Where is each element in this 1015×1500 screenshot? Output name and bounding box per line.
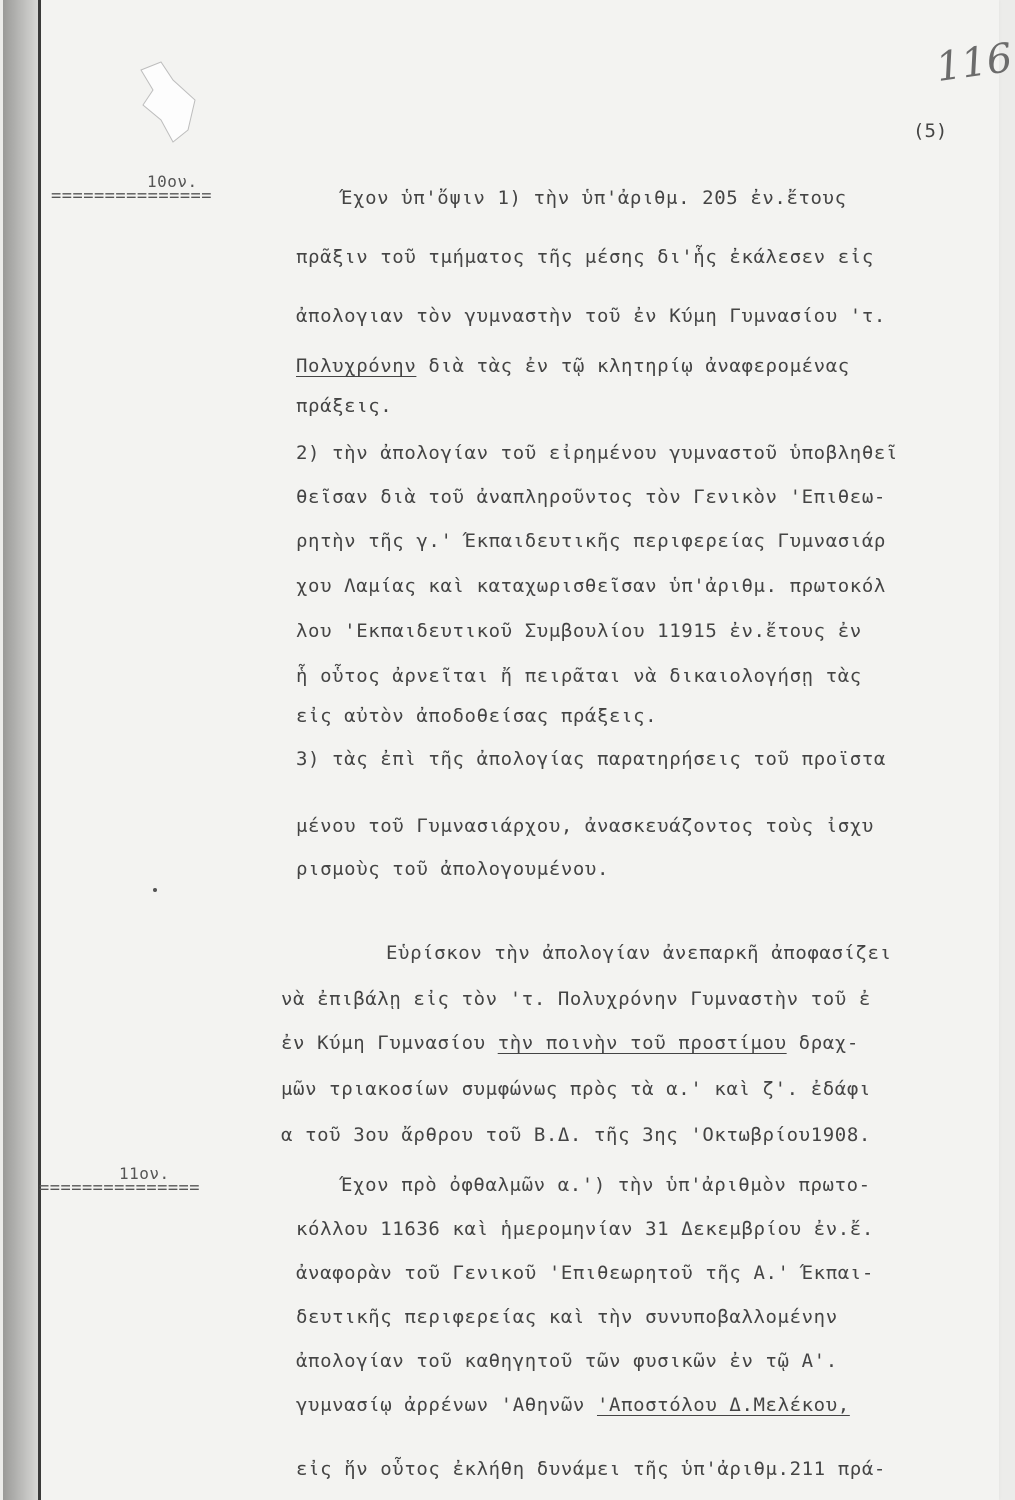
- text-line: ρισμοὺς τοῦ ἀπολογουμένου.: [296, 858, 610, 880]
- text-line: Έχον ὑπ'ὄψιν 1) τὴν ὑπ'ἀριθμ. 205 ἐν.ἔτους: [341, 187, 847, 209]
- text-line: Έχον πρὸ ὀφθαλμῶν α.') τὴν ὑπ'ἀριθμὸν πρωτο-: [341, 1174, 871, 1196]
- item-label-10: 10ον.: [147, 172, 198, 191]
- text-line: λου 'Εκπαιδευτικοῦ Συμβουλίου 11915 ἐν.ἔτους ἐν: [296, 620, 862, 642]
- text-line: ρητὴν τῆς γ.' Έκπαιδευτικῆς περιφερείας Γυμνασιάρ: [296, 530, 886, 552]
- text-line: ἀναφορὰν τοῦ Γενικοῦ 'Επιθεωρητοῦ τῆς Α.' Έκπαι-: [296, 1262, 874, 1284]
- text-line: εἰς αὐτὸν ἀποδοθείσας πράξεις.: [296, 705, 658, 727]
- underlined-name: Πολυχρόνην: [296, 355, 417, 377]
- section-number: (5): [913, 120, 948, 142]
- document-page: [38, 0, 1015, 1500]
- item-rule-10: ===============: [51, 186, 213, 206]
- stray-dot: [153, 888, 157, 892]
- item-marker-10: [51, 172, 213, 206]
- handwritten-page-number: 116: [933, 34, 1015, 92]
- text-line: πράξεις.: [296, 395, 393, 417]
- item-marker-11: [39, 1164, 201, 1198]
- text-line: ἧ οὗτος ἀρνεῖται ἤ πειρᾶται νὰ δικαιολογήσῃ τὰς: [296, 665, 862, 687]
- text-line: ἀπολογίαν τοῦ καθηγητοῦ τῶν φυσικῶν ἐν τῷ Α'.: [296, 1350, 838, 1372]
- decision-line-with-penalty: ἐν Κύμη Γυμνασίου τὴν ποινὴν τοῦ προστίμου δραχ-: [281, 1032, 859, 1054]
- text-line: μένου τοῦ Γυμνασιάρχου, ἀνασκευάζοντος τοὺς ἰσχυ: [296, 815, 874, 837]
- text-line-with-name: Πολυχρόνην διὰ τὰς ἐν τῷ κλητηρίῳ ἀναφερομένας: [296, 355, 850, 377]
- binder-clip-mark: [133, 60, 203, 145]
- text-line: 2) τὴν ἀπολογίαν τοῦ εἰρημένου γυμναστοῦ ὑποβληθεῖ: [296, 442, 898, 464]
- text-line: 3) τὰς ἐπὶ τῆς ἀπολογίας παρατηρήσεις τοῦ προϊστα: [296, 748, 886, 770]
- text-line: πρᾶξιν τοῦ τμήματος τῆς μέσης δι'ἧς ἐκάλεσεν εἰς: [296, 246, 874, 268]
- text-line: θεῖσαν διὰ τοῦ ἀναπληροῦντος τὸν Γενικὸν 'Επιθεω-: [296, 486, 886, 508]
- underlined-name: 'Αποστόλου Δ.Μελέκου,: [596, 1394, 850, 1416]
- item-rule-11: ===============: [39, 1178, 201, 1198]
- text-line-with-name: γυμνασίῳ ἀρρένων 'Αθηνῶν 'Αποστόλου Δ.Μελέκου,: [296, 1394, 850, 1416]
- decision-line: μῶν τριακοσίων συμφώνως πρὸς τὰ α.' καὶ ζ'. ἐδάφι: [281, 1078, 871, 1100]
- text-line: κόλλου 11636 καὶ ἡμερομηνίαν 31 Δεκεμβρίου ἐν.ἔ.: [296, 1218, 874, 1240]
- decision-line: νὰ ἐπιβάλῃ εἰς τὸν 'τ. Πολυχρόνην Γυμναστὴν τοῦ ἐ: [281, 988, 871, 1010]
- decision-line: Εὑρίσκον τὴν ἀπολογίαν ἀνεπαρκῆ ἀποφασίζει: [386, 942, 892, 964]
- decision-line: α τοῦ 3ου ἄρθρου τοῦ Β.Δ. τῆς 3ης 'Οκτωβρίου1908.: [281, 1124, 871, 1146]
- item-label-11: 11ον.: [119, 1164, 170, 1183]
- text-line: εἰς ἥν οὗτος ἐκλήθη δυνάμει τῆς ὑπ'ἀριθμ.211 πρά-: [296, 1458, 886, 1480]
- text-line: χου Λαμίας καὶ καταχωρισθεῖσαν ὑπ'ἀριθμ. πρωτοκόλ: [296, 575, 886, 597]
- text-line: δευτικῆς περιφερείας καὶ τὴν συνυποβαλλομένην: [296, 1306, 838, 1328]
- penalty-phrase: τὴν ποινὴν τοῦ προστίμου: [497, 1032, 787, 1054]
- text-line: ἀπολογιαν τὸν γυμναστὴν τοῦ ἐν Κύμη Γυμνασίου 'τ.: [296, 305, 886, 327]
